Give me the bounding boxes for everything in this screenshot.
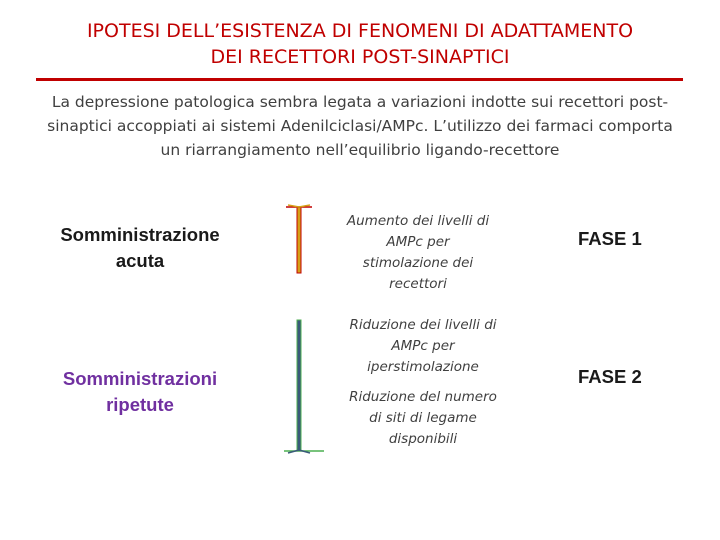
arrows-graphic (280, 203, 340, 459)
repeated-effect-note-b (333, 387, 513, 450)
acute-administration-label (30, 222, 250, 274)
phase-2-label: FASE 2 (578, 366, 642, 387)
acute-note-line: recettori (389, 276, 447, 292)
repeated-label-line-2: ripetute (106, 394, 174, 415)
title-line-2: DEI RECETTORI POST-SINAPTICI (210, 46, 510, 68)
repeated-note-a-line: Riduzione dei livelli di (349, 317, 497, 333)
repeated-effect-note-a (333, 315, 513, 378)
intro-line-2: sinaptici accoppiati ai sistemi Adenilciclasi/AMPc. L’utilizzo dei farmaci comporta (47, 117, 673, 135)
down-arrow-icon (284, 320, 324, 453)
repeated-note-a-line: iperstimolazione (367, 359, 479, 375)
acute-note-line: stimolazione dei (362, 255, 474, 271)
up-arrow-icon (286, 205, 312, 273)
repeated-label-line-1: Somministrazioni (62, 368, 218, 389)
title-divider (36, 78, 683, 81)
intro-paragraph (24, 90, 696, 162)
title-line-1: IPOTESI DELL’ESISTENZA DI FENOMENI DI ADATTAMENTO (86, 20, 634, 42)
acute-effect-note (333, 211, 503, 295)
acute-note-line: AMPc per (386, 234, 450, 250)
repeated-note-b-line: di siti di legame (369, 410, 477, 426)
repeated-note-b-line: Riduzione del numero (349, 389, 497, 405)
intro-line-3: un riarrangiamento nell’equilibrio ligando-recettore (160, 141, 560, 159)
acute-note-line: Aumento dei livelli di (346, 213, 490, 229)
acute-label-line-2: acuta (115, 250, 165, 271)
intro-line-1: La depressione patologica sembra legata a variazioni indotte sui recettori post- (51, 93, 669, 111)
page-title (0, 18, 720, 70)
repeated-note-a-line: AMPc per (391, 338, 455, 354)
repeated-administration-label (30, 366, 250, 418)
repeated-note-b-line: disponibili (388, 431, 458, 447)
phase-1-label: FASE 1 (578, 228, 642, 249)
acute-label-line-1: Somministrazione (60, 224, 220, 245)
